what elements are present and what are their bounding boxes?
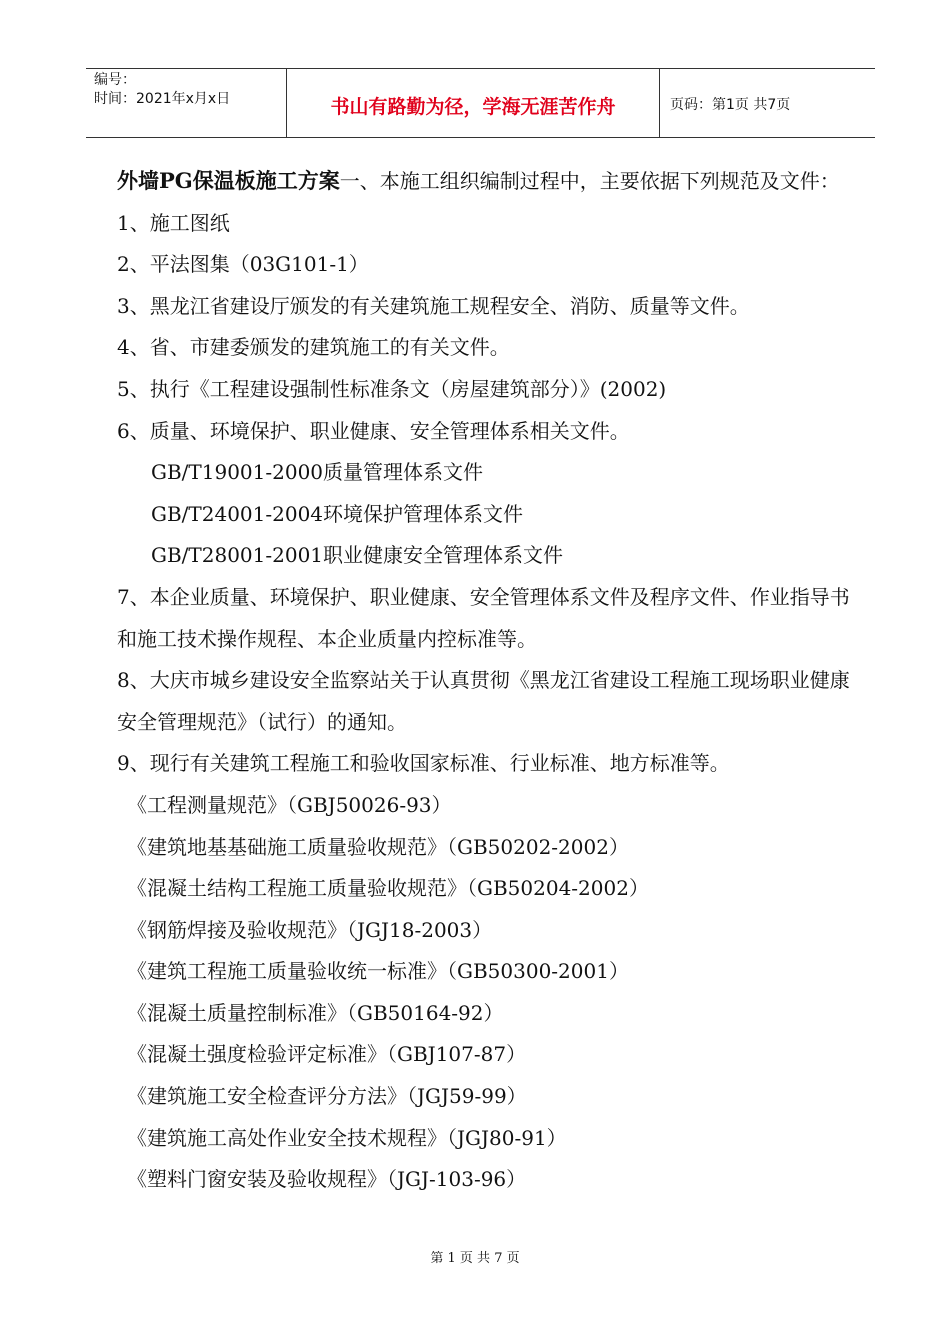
- reference-item: 《建筑施工高处作业安全技术规程》（JGJ80-91）: [127, 1125, 567, 1150]
- reference-item: 《工程测量规范》（GBJ50026-93）: [127, 792, 452, 817]
- page-footer: 第 1 页 共 7 页: [430, 1251, 520, 1266]
- header-motto: 书山有路勤为径，学海无涯苦作舟: [330, 96, 616, 118]
- document-intro: 一、本施工组织编制过程中，主要依据下列规范及文件：: [339, 169, 840, 193]
- list-item: 2、平法图集（03G101-1）: [117, 252, 369, 277]
- reference-item: 《钢筋焊接及验收规范》（JGJ18-2003）: [127, 917, 493, 942]
- reference-item: 《混凝土结构工程施工质量验收规范》（GB50204-2002）: [127, 876, 649, 901]
- standard-item: GB/T24001-2004环境保护管理体系文件: [151, 501, 524, 526]
- page-header: [86, 68, 875, 138]
- reference-item: 《建筑工程施工质量验收统一标准》（GB50300-2001）: [127, 959, 629, 984]
- standard-item: GB/T28001-2001职业健康安全管理体系文件: [151, 543, 564, 568]
- reference-item: 《建筑地基基础施工质量验收规范》（GB50202-2002）: [127, 834, 629, 859]
- header-info-cell: [86, 69, 286, 137]
- document-time-label: 时间：2021年x月x日: [94, 91, 231, 107]
- header-page-cell: [660, 69, 875, 137]
- standard-item: GB/T19001-2000质量管理体系文件: [151, 460, 484, 485]
- list-item: 7、本企业质量、环境保护、职业健康、安全管理体系文件及程序文件、作业指导书和施工技术操作规程、本企业质量内控标准等。: [117, 584, 850, 651]
- list-item: 4、省、市建委颁发的建筑施工的有关文件。: [117, 335, 510, 360]
- list-item: 9、现行有关建筑工程施工和验收国家标准、行业标准、地方标准等。: [117, 751, 730, 776]
- reference-item: 《塑料门窗安装及验收规程》（JGJ-103-96）: [127, 1167, 527, 1192]
- reference-item: 《混凝土质量控制标准》（GB50164-92）: [127, 1000, 504, 1025]
- list-item: 1、施工图纸: [117, 210, 230, 235]
- reference-item: 《建筑施工安全检查评分方法》（JGJ59-99）: [127, 1084, 527, 1109]
- list-item: 8、大庆市城乡建设安全监察站关于认真贯彻《黑龙江省建设工程施工现场职业健康安全管理规范》（试行）的通知。: [117, 668, 850, 734]
- header-page-number: 页码：第1页 共7页: [670, 97, 791, 113]
- list-item: 6、质量、环境保护、职业健康、安全管理体系相关文件。: [117, 418, 630, 443]
- header-motto-cell: [286, 69, 660, 137]
- document-number-label: 编号：: [94, 72, 136, 88]
- list-item: 5、执行《工程建设强制性标准条文（房屋建筑部分）》(2002): [117, 376, 667, 401]
- document-body: [117, 160, 857, 1201]
- document-opening: [117, 160, 857, 203]
- list-item: 3、黑龙江省建设厅颁发的有关建筑施工规程安全、消防、质量等文件。: [117, 293, 750, 318]
- document-title: 外墙PG保温板施工方案: [117, 168, 340, 193]
- reference-item: 《混凝土强度检验评定标准》（GBJ107-87）: [127, 1042, 527, 1067]
